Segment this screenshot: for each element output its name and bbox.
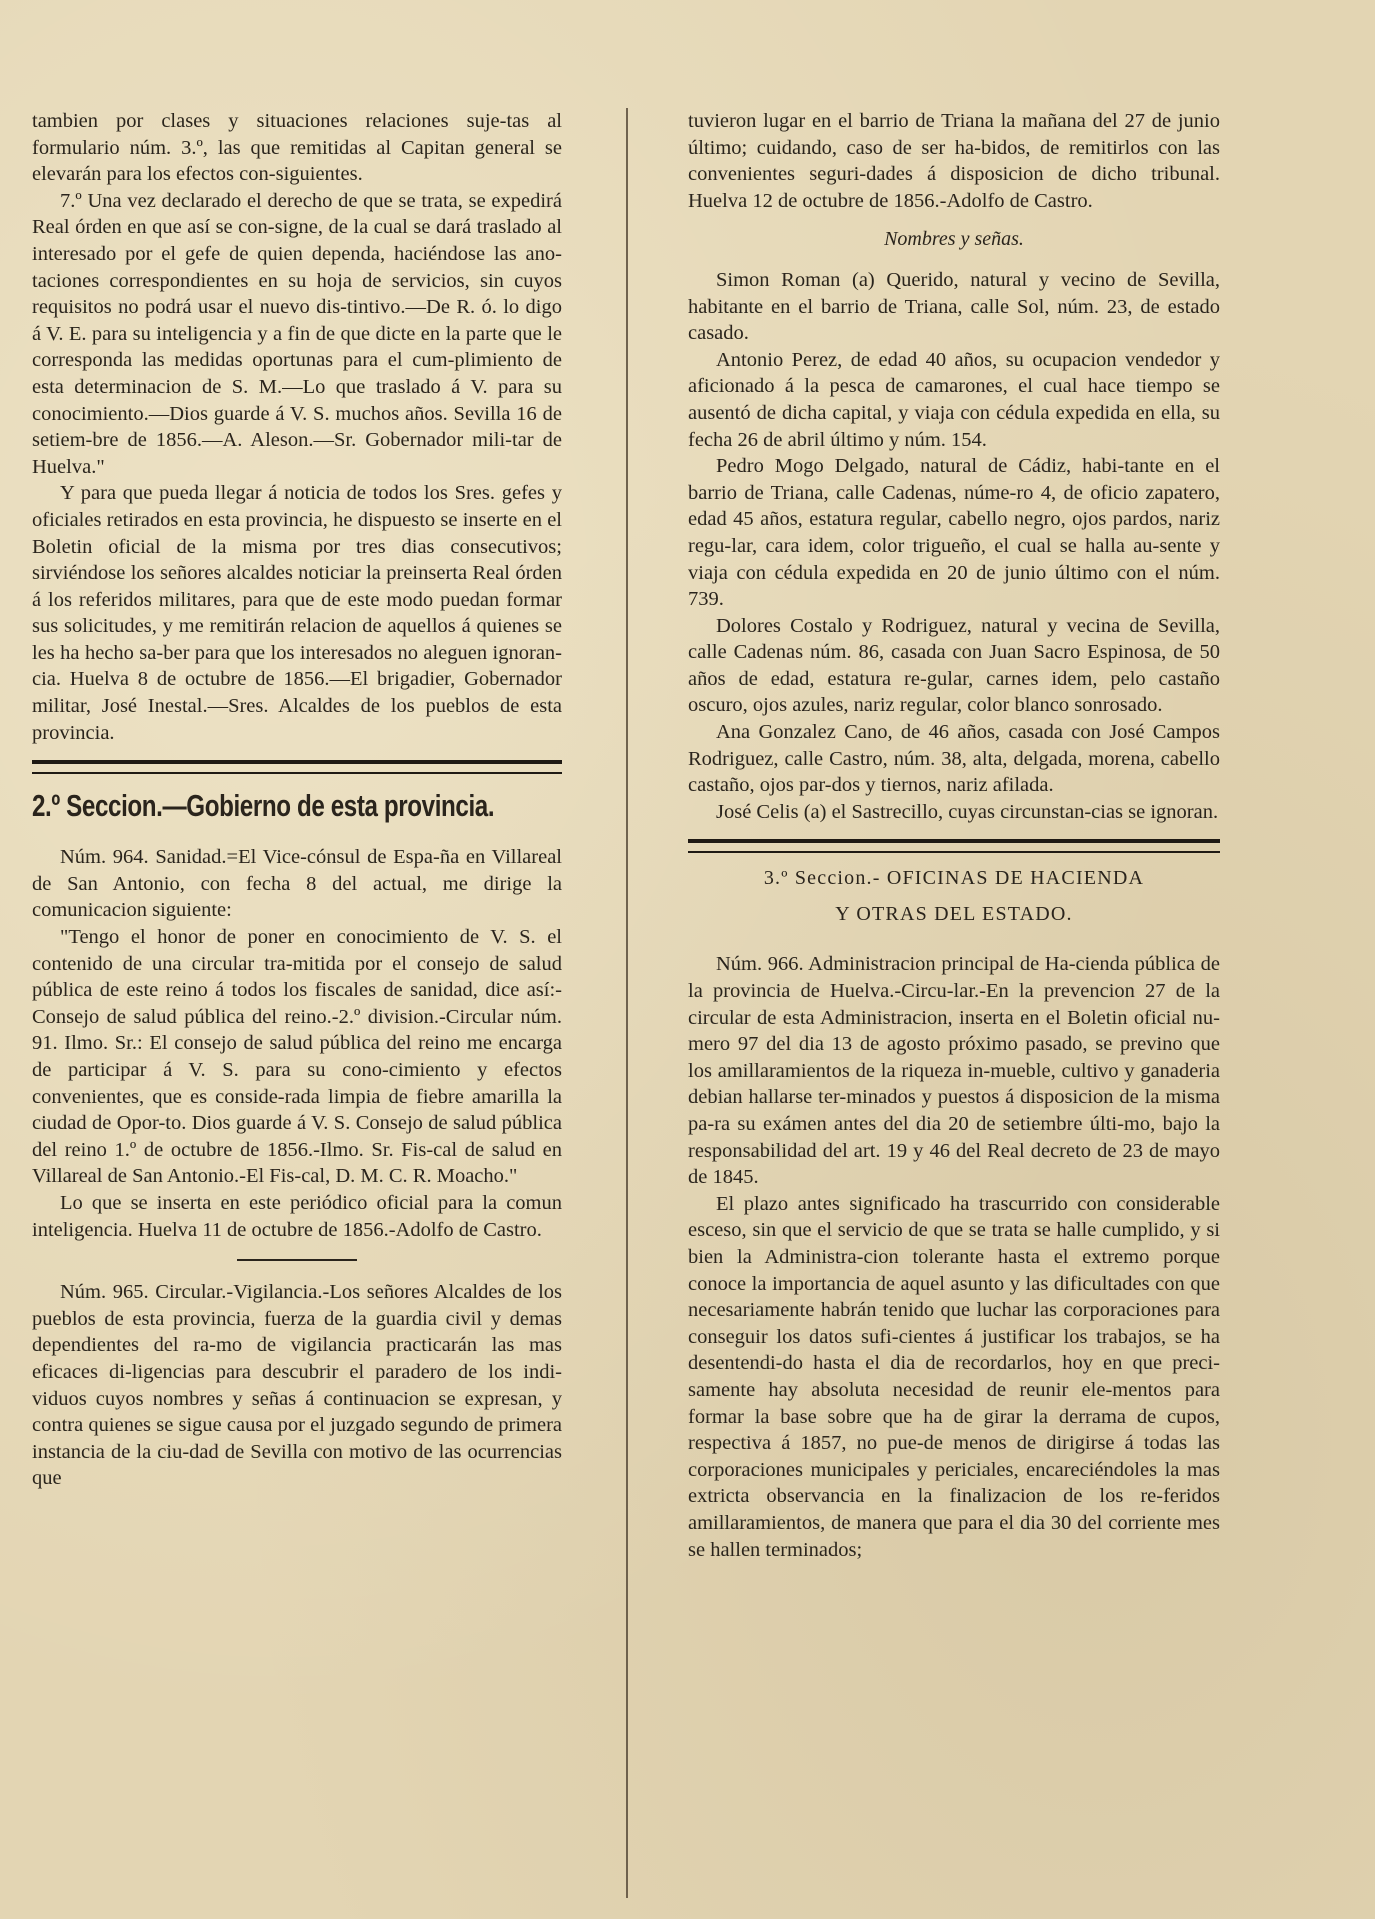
person-entry-4: Dolores Costalo y Rodriguez, natural y vecina de Sevilla, calle Cadenas núm. 86, casada con Juan Sacro Espinosa, de 50 años de edad, estatura re-gular, carnes idem, pelo castaño oscuro, ojos azules, nariz regular, color blanco sonrosado. (688, 614, 1220, 717)
paragraph-continuation-right: tuvieron lugar en el barrio de Triana la mañana del 27 de junio último; cuidando, caso de ser ha-bidos, de remitirlos con las convenientes seguri-dades á disposicion de dicho tribunal. Huelva 12 de octubre de 1856.-Adolfo de Castro. (688, 110, 1220, 212)
paragraph-num-965: Núm. 965. Circular.-Vigilancia.-Los señores Alcaldes de los pueblos de esta provincia, fuerza de la guardia civil y demas dependientes del ra-mo de vigilancia practicarán las mas eficaces di-ligencias para descubrir el paradero de los indi-viduos cuyos nombres y señas á continuacion se expresan, y contra quienes se sigue causa por el juzgado segundo de primera instancia de la ciu-dad de Sevilla con motivo de las ocurrencias que (32, 1281, 562, 1490)
paragraph-plazo: El plazo antes significado ha trascurrido con considerable esceso, sin que el servicio de que se trata se halle cumplido, y si bien la Administra-cion tolerante hasta el extremo porque conoce la importancia de aquel asunto y las dificultades con que necesariamente habrán tenido que luchar las corporaciones para conseguir los datos sufi-cientes á justificar los trabajos, se ha desentendi-do hasta el dia de recordarlos, hoy en que preci-samente hay absoluta necesidad de reunir ele-mentos para formar la base sobre que ha de girar la derrama de cupos, respectiva á 1857, no pue-de menos de dirigirse á todas las corporaciones municipales y periciales, encareciéndoles la mas extricta observancia en la finalizacion de los re-feridos amillaramientos, de manera que para el dia 30 del corriente mes se hallen terminados; (688, 1192, 1220, 1561)
paragraph-num-966: Núm. 966. Administracion principal de Ha-cienda pública de la provincia de Huelva.-Circu-lar.-En la prevencion 27 de la circular de esta Administracion, inserta en el Boletin oficial nu-mero 97 del dia 13 de agosto próximo pasado, se previno que los amillaramientos de la riqueza in-mueble, cultivo y ganaderia debian hallarse ter-minados y puestos á disposicion de la misma pa-ra su exámen antes del dia 20 de setiembre últi-mo, bajo la responsabilidad del art. 19 y 46 del Real decreto de 23 de mayo de 1845. (688, 953, 1220, 1189)
right-column (688, 108, 1220, 1563)
left-column (32, 108, 562, 1492)
column-divider (626, 108, 628, 1898)
paragraph-order-notice: Y para que pueda llegar á noticia de todos los Sres. gefes y oficiales retirados en esta provincia, he dispuesto se inserte en el Boletin oficial de la misma por tres dias consecutivos; sirviéndose los señores alcaldes noticiar la preinserta Real órden á los referidos militares, para que de este modo puedan formar sus solicitudes, y me remitirán relacion de aquellos á quienes se les ha hecho sa-ber para que los interesados no aleguen ignoran-cia. Huelva 8 de octubre de 1856.—El brigadier, Gobernador militar, José Inestal.—Sres. Alcaldes de los pueblos de esta provincia. (32, 482, 562, 744)
paragraph-num-964: Núm. 964. Sanidad.=El Vice-cónsul de Espa-ña en Villareal de San Antonio, con fecha 8 del actual, me dirige la comunicacion siguiente: (32, 846, 562, 922)
names-heading: Nombres y señas. (884, 228, 1024, 251)
person-entry-1: Simon Roman (a) Querido, natural y vecino de Sevilla, habitante en el barrio de Triana, calle Sol, núm. 23, de estado casado. (688, 268, 1220, 345)
section-rule-right (688, 839, 1220, 853)
short-rule (237, 1259, 357, 1261)
section-3-heading-line2: Y OTRAS DEL ESTADO. (835, 903, 1073, 926)
section-3-heading-line1: 3.º Seccion.- OFICINAS DE HACIENDA (763, 867, 1145, 890)
paragraph-article-7: 7.º Una vez declarado el derecho de que se trata, se expedirá Real órden en que así se con-signe, de la cual se dará traslado al interesado por el gefe de quien dependa, haciéndose las ano-taciones correspondientes en su hoja de servicios, sin cuyos requisitos no podrá usar el nuevo dis-tintivo.—De R. ó. lo digo á V. E. para su inteligencia y a fin de que dicte en la parte que le corresponda las medidas oportunas para el cum-plimiento de esta determinacion de S. M.—Lo que traslado á V. para su conocimiento.—Dios guarde á V. S. muchos años. Sevilla 16 de setiem-bre de 1856.—A. Aleson.—Sr. Gobernador mili-tar de Huelva." (32, 189, 562, 478)
paragraph-continuation: tambien por clases y situaciones relaciones suje-tas al formulario núm. 3.º, las que remitidas al Capitan general se elevarán para los efectos con-siguientes. (32, 110, 562, 186)
spacer (688, 937, 1220, 951)
person-entry-2: Antonio Perez, de edad 40 años, su ocupacion vendedor y aficionado á la pesca de camarones, el cual hace tiempo se ausentó de dicha capital, y viaja con cédula expedida en ella, su fecha 26 de abril último y núm. 154. (688, 348, 1220, 451)
person-entry-6: José Celis (a) el Sastrecillo, cuyas circunstan-cias se ignoran. (716, 800, 1219, 823)
paragraph-insert-notice: Lo que se inserta en este periódico oficial para la comun inteligencia. Huelva 11 de octubre de 1856.-Adolfo de Castro. (32, 1191, 562, 1241)
section-2-heading: 2.º Seccion.—Gobierno de esta provincia. (32, 788, 495, 824)
person-entry-5: Ana Gonzalez Cano, de 46 años, casada con José Campos Rodriguez, calle Castro, núm. 38, alta, delgada, morena, cabello castaño, ojos par-dos y tiernos, nariz afilada. (688, 721, 1220, 797)
paragraph-circular-quote: "Tengo el honor de poner en conocimiento de V. S. el contenido de una circular tra-mitida por el consejo de salud pública de este reino á todos los fiscales de sanidad, dice así:-Consejo de salud pública del reino.-2.º division.-Circular núm. 91. Ilmo. Sr.: El consejo de salud pública del reino me encarga de participar á V. S. para su cono-cimiento y efectos convenientes, que es conside-rada limpia de fiebre amarilla la ciudad de Opor-to. Dios guarde á V. S. Consejo de salud pública del reino 1.º de octubre de 1856.-Ilmo. Sr. Fis-cal de salud en Villareal de San Antonio.-El Fis-cal, D. M. C. R. Moacho." (32, 926, 562, 1188)
person-entry-3: Pedro Mogo Delgado, natural de Cádiz, habi-tante en el barrio de Triana, calle Cadenas, núme-ro 4, de oficio zapatero, edad 45 años, estatura regular, cabello negro, ojos pardos, nariz regu-lar, cara idem, color trigueño, el cual se halla au-sente y viaja con cédula expedida en 20 de junio último con el núm. 739. (688, 455, 1220, 611)
section-rule (32, 760, 562, 774)
